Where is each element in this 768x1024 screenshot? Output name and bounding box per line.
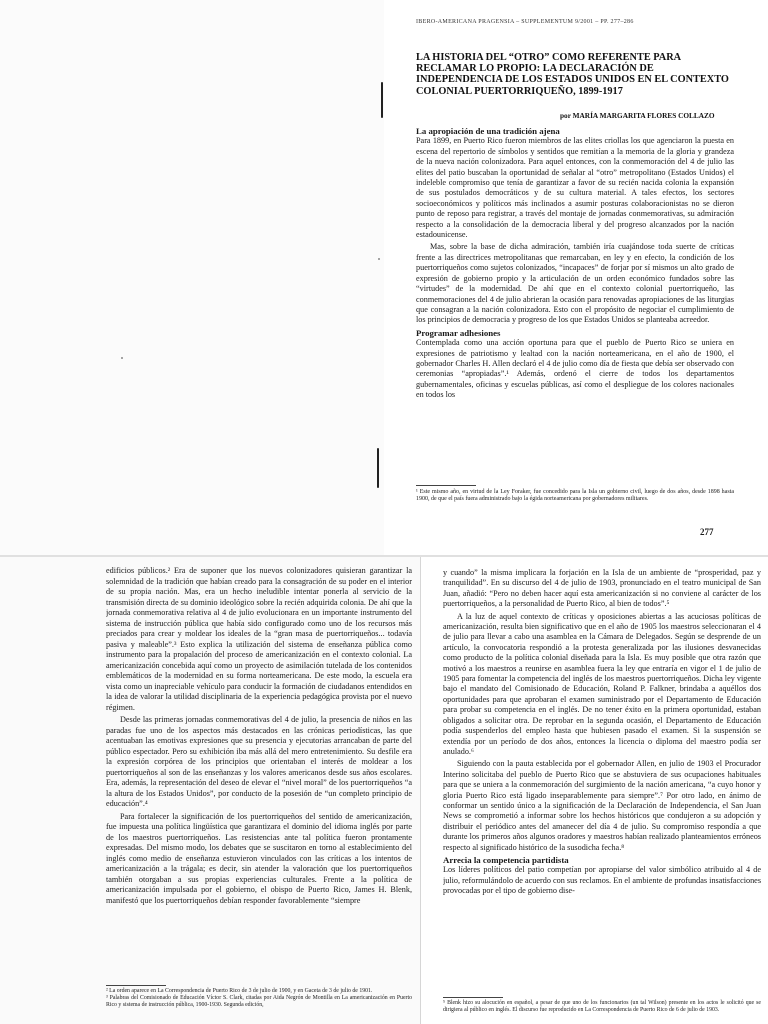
scan-speck xyxy=(121,357,123,359)
section-heading: La apropiación de una tradición ajena xyxy=(416,126,560,136)
section-heading: Programar adhesiones xyxy=(416,327,501,338)
bottom-left-page xyxy=(0,556,420,1024)
footnote-rule xyxy=(106,985,166,986)
article-body-top xyxy=(416,126,734,476)
paragraph: Mas, sobre la base de dicha admiración, también iría cuajándose toda suerte de críticas frente a las directrices metropolitanas que remarcaban, en ley y en efecto, la condición de los puertorriqueños como sujetos colonizados, “incapaces” de forjar por sí mismos un alto grado de expresión de gobierno propio y la articulación de un orden económico fundados sobre las “virtudes” de la modernidad. De ahí que en el contexto colonial puertorriqueño, las conmemoraciones del 4 de julio abrieran la ocasión para renovadas apropiaciones de las liturgias que consagran a la nación colonizadora. Esto con el propósito de negociar el cumplimiento de los principios de democracia y progreso de los que Estados Unidos se planteaba acreedor. xyxy=(416,242,734,325)
running-head: IBERO-AMERICANA PRAGENSIA – SUPPLEMENTUM 9/2001 – PP. 277–286 xyxy=(416,19,634,25)
left-blank-scan-area xyxy=(0,0,384,556)
paragraph: Para fortalecer la significación de los puertorriqueños del sentido de americanización, fue impuesta una política lingüística que garantizara el dominio del idioma inglés por parte de los maestros puertorriqueños. Las resistencias ante tal política fueron prontamente expresadas. Del mismo modo, los debates que se suscitaron en torno al establecimiento del inglés como medio de enseñanza estuvieron vinculados con las críticas a los intentos de americanización a la trágala; es decir, sin atender la valoración que los puertorriqueños también otorgaban a sus propias experiencias culturales. Frente a la política de americanización impulsada por el gobierno, el obispo de Puerto Rico, James H. Blenk, manifestó que los puertorriqueños debían responder favorablemente “siempre xyxy=(106,811,412,905)
article-title: LA HISTORIA DEL “OTRO” COMO REFERENTE PARA RECLAMAR LO PROPIO: LA DECLARACIÓN DE INDEPENDENCIA DE LOS ESTADOS UNIDOS EN EL CONTEXTO COLONIAL PUERTORRIQUEÑO, 1899-1917 xyxy=(416,52,729,97)
paragraph: y cuando” la misma implicara la forjación en la Isla de un ambiente de “prosperidad, paz y tranquilidad”. En su discurso del 4 de julio de 1903, pronunciado en el teatro municipal de San Juan, añadió: “Pero no deben hacer aquí esta americanización si no conviene al carácter de los puertorriqueños, a la personalidad de Puerto Rico, al bien de todos”.⁵ xyxy=(443,568,761,609)
section-heading: Arrecia la competencia partidista xyxy=(443,854,569,865)
footnote: ⁵ Blenk hizo su alocución en español, a pesar de que uno de los funcionarios (un tal Wilson) presente en los actos le solicitó que se dirigiera al público en inglés. El discurso fue reproducido en La Correspondencia de Puerto Rico de 6 de julio de 1903. xyxy=(443,1000,761,1013)
scan-mark xyxy=(377,448,379,488)
author-byline: por MARÍA MARGARITA FLORES COLLAZO xyxy=(560,111,715,120)
paragraph: Siguiendo con la pauta establecida por el gobernador Allen, en julio de 1903 el Procurador Interino solicitaba del pueblo de Puerto Rico que se abstuviera de sus ocupaciones habituales para que se uniera a la conmemoración del surgimiento de la nación americana, “a cuyo honor y gloria Puerto Rico está ligado inseparablemente para siempre”.⁷ Por otro lado, en ánimo de conformar un sentido único a la significación de la Declaración de Independencia, el San Juan News se comprometió a informar sobre los hechos históricos que condujeron a su adopción y distribuir el periódico antes del amanecer del día 4 de julio. Su compromiso respondía a que durante los primeros años algunos oradores y maestros habían realizado planteamientos erróneos respecto al significado histórico de la susodicha fecha.⁸ xyxy=(443,759,761,852)
page-fold-line xyxy=(0,555,768,557)
footnote: ³ Palabras del Comisionado de Educación Víctor S. Clark, citadas por Aida Negrón de Montilla en La americanización en Puerto Rico y sistema de instrucción pública, 1900-1930. Segunda edición, xyxy=(106,995,412,1008)
top-page xyxy=(384,0,768,556)
scan-mark xyxy=(381,82,383,118)
bottom-right-page xyxy=(420,556,768,1024)
footnotes xyxy=(106,988,412,1009)
footnote: ² La orden aparece en La Correspondencia de Puerto Rico de 3 de julio de 1900, y en Gaceta de 3 de julio de 1901. xyxy=(106,988,373,994)
footnote: ¹ Este mismo año, en virtud de la Ley Foraker, fue concedido para la Isla un gobierno civil, luego de dos años, desde 1898 hasta 1900, de que el país fuera administrado bajo la égida norteamericana por gobernadores militares. xyxy=(416,489,734,503)
paragraph: Contemplada como una acción oportuna para que el pueblo de Puerto Rico se uniera en expresiones de patriotismo y lealtad con la nación norteamericana, en el año de 1900, el gobernador Charles H. Allen declaró el 4 de julio como día de fiesta que debía ser observado con ceremonias “apropiadas”.¹ Además, ordenó el cierre de todos los departamentos gubernamentales, oficinas y escuelas públicas, así como el despliegue de los colores nacionales en todos los xyxy=(416,338,734,400)
paragraph: Para 1899, en Puerto Rico fueron miembros de las elites criollas los que agenciaron la puesta en escena del repertorio de símbolos y sentidos que remitían a la memoria de la gloria y grandeza de la nueva nación colonizadora. Para aquel entonces, con la conmemoración del 4 de julio las elites del patio buscaban la oportunidad de señalar al “otro” metropolitano (Estados Unidos) el indeleble compromiso que tenía de garantizar a favor de su recién nacida colonia la expansión de sus postulados democráticos y de su cultura material. A tales efectos, los sectores socioeconómicos y políticos más inclinados a asumir posturas colaboracionistas no se dieron punto de reposo para registrar, a través del montaje de jornadas conmemorativas, su admiración respecto a la consolidación de la democracia liberal y del progreso alcanzados por la nación estadounicense. xyxy=(416,136,734,240)
footnote-rule xyxy=(416,485,476,486)
paragraph: Los líderes políticos del patio competían por apropiarse del valor simbólico atribuido al 4 de julio, reformulándolo de acuerdo con sus reclamos. En el ambiente de profundas insatisfacciones provocadas por el tipo de gobierno dise- xyxy=(443,865,761,896)
page-number: 277 xyxy=(700,527,714,537)
footnote-rule xyxy=(443,997,503,998)
article-body-continued xyxy=(106,566,412,984)
scan-speck xyxy=(378,258,380,260)
paragraph: Desde las primeras jornadas conmemorativas del 4 de julio, la presencia de niños en las paradas fue uno de los aspectos más destacados en las crónicas periodísticas, las que acentuaban las emotivas expresiones que su presencia y ejecutorias arrancaban de parte del público espectador. Pero su exhibición iba más allá del mero entretenimiento. Su desfile era la expresión corpórea de los principios que orientaban el interés de moldear a los puertorriqueños al son de las enseñanzas y los valores americanos desde sus años escolares. Era, además, la representación del deseo de elevar el “nivel moral” de los puertorriqueños “a la altura de los Estados Unidos”, por conducto de la posesión de “un completo principio de educación”.⁴ xyxy=(106,715,412,808)
paragraph: edificios públicos.² Era de suponer que los nuevos colonizadores quisieran garantizar la solemnidad de la tradición que habían creado para la consagración de su poder en el interior de su propia nación. Mas, era un hecho ineludible intentar ponerla al servicio de la transmisión directa de su dominio ideológico sobre la recién adquirida colonia. De ahí que la jornada conmemorativa relativa al 4 de julio evolucionara en un importante instrumento del sistema de instrucción pública que había sido configurado como uno de los recursos más preciados para crear y moldear los ideales de la “gran masa de puertorriqueños... todavía pasiva y maleable”.³ Esto explica la utilización del sistema de enseñanza pública como instrumento para la propalación del proceso de americanización en el contexto colonial. La americanización concebida aquí como un proyecto de asimilación tutelada de los contenidos emblemáticos de la modernidad en su forma norteamericana. De este modo, la escuela era vista como un inapreciable vehículo para conducir la formación de ciudadanos entendidos en la idea de valorar la utilidad disciplinaria de la experiencia pedagógica provista por el nuevo régimen. xyxy=(106,566,412,712)
paragraph: A la luz de aquel contexto de críticas y oposiciones abiertas a las acuciosas políticas de americanización, resulta bien significativo que en el año de 1905 los maestros seleccionaran el 4 de julio para llevar a cabo una asamblea en la Cámara de Delegados. Según se desprende de un artículo, la convocatoria respondió a la protesta generalizada por las ilusiones desvanecidas como producto de la política colonial diseñada para la Isla. Es muy posible que otra razón que motivó a los maestros a reunirse en asamblea fuera la ley que entraría en vigor el 1 de julio de 1905 para fomentar la competencia del inglés de los maestros puertorriqueños. Dicha ley vigente bajo el mandato del Comisionado de Educación, Roland P. Falkner, brindaba a aquéllos dos oportunidades para que aprobaran el examen suministrado por el Departamento de Educación para probar su competencia en el inglés. De no tener éxito en la primera oportunidad, estaban obligados a solicitar otra. De reprobar en la segunda ocasión, el Departamento de Educación podía suspenderlos del empleo hasta que hubiesen pasado el examen. Si la suspensión se extendía por un período de dos años, entonces la licencia o diploma del maestro podía ser anulado.⁶ xyxy=(443,611,761,756)
article-body-continued xyxy=(443,568,761,996)
